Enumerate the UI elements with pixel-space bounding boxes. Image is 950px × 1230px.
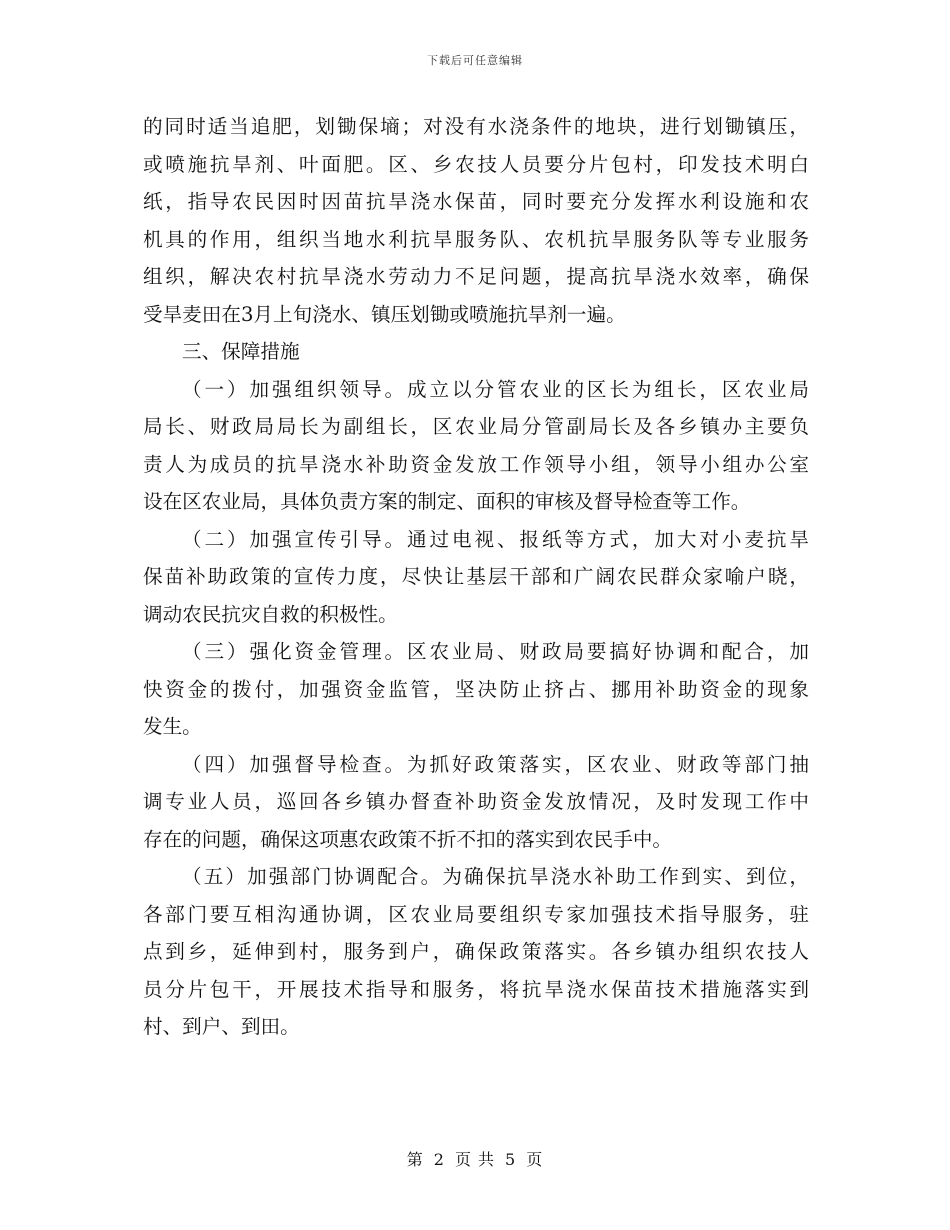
page-number-footer (0, 1147, 950, 1170)
text-line: 的同时适当追肥，划锄保墒；对没有水浇条件的地块，进行划锄镇压， (143, 115, 809, 138)
text-line: （四）加强督导检查。为抓好政策落实，区农业、财政等部门抽 (182, 752, 809, 776)
page-header-note: 下载后可任意编辑 (427, 54, 523, 67)
text-line: （二）加强宣传引导。通过电视、报纸等方式，加大对小麦抗旱 (182, 527, 809, 551)
total-page-count: 5 (505, 1150, 517, 1169)
text-line: 调动农民抗灾自救的积极性。 (143, 602, 398, 626)
text-line: 发生。 (143, 715, 202, 738)
text-line: 机具的作用，组织当地水利抗旱服务队、农机抗旱服务队等专业服务 (143, 227, 809, 251)
text-line: 各部门要互相沟通协调，区农业局要组织专家加强技术指导服务，驻 (143, 902, 809, 926)
document-body (143, 108, 809, 1046)
text-line: （五）加强部门协调配合。为确保抗旱浇水补助工作到实、到位， (182, 865, 809, 888)
text-line: 三、保障措施 (182, 340, 300, 363)
text-line: 快资金的拨付，加强资金监管，坚决防止挤占、挪用补助资金的现象 (143, 677, 809, 701)
current-page-number: 2 (433, 1150, 445, 1169)
text-line: 组织，解决农村抗旱浇水劳动力不足问题，提高抗旱浇水效率，确保 (143, 265, 809, 288)
text-line: 点到乡，延伸到村，服务到户，确保政策落实。各乡镇办组织农技人 (143, 940, 809, 963)
text-line: 存在的问题，确保这项惠农政策不折不扣的落实到农民手中。 (143, 827, 673, 851)
text-line: 保苗补助政策的宣传力度，尽快让基层干部和广阔农民群众家喻户晓， (143, 565, 809, 588)
text-line: 调专业人员，巡回各乡镇办督查补助资金发放情况，及时发现工作中 (143, 790, 809, 813)
text-line: 村、到户、到田。 (143, 1015, 300, 1038)
text-line: （三）强化资金管理。区农业局、财政局要搞好协调和配合，加 (182, 640, 809, 663)
text-line: 受旱麦田在3月上旬浇水、镇压划锄或喷施抗旱剂一遍。 (143, 302, 626, 326)
footer-suffix: 页 (526, 1150, 544, 1169)
text-line: 纸，指导农民因时因苗抗旱浇水保苗，同时要充分发挥水利设施和农 (143, 190, 809, 213)
footer-prefix: 第 (406, 1150, 424, 1169)
footer-middle: 页 共 (454, 1150, 496, 1169)
text-line: （一）加强组织领导。成立以分管农业的区长为组长，区农业局 (182, 377, 809, 401)
text-line: 局长、财政局局长为副组长，区农业局分管副局长及各乡镇办主要负 (143, 415, 809, 438)
text-line: 员分片包干，开展技术指导和服务，将抗旱浇水保苗技术措施落实到 (143, 977, 809, 1001)
text-line: 或喷施抗旱剂、叶面肥。区、乡农技人员要分片包村，印发技术明白 (143, 152, 809, 176)
text-line: 设在区农业局，具体负责方案的制定、面积的审核及督导检查等工作。 (143, 490, 751, 513)
text-line: 责人为成员的抗旱浇水补助资金发放工作领导小组，领导小组办公室 (143, 452, 809, 476)
